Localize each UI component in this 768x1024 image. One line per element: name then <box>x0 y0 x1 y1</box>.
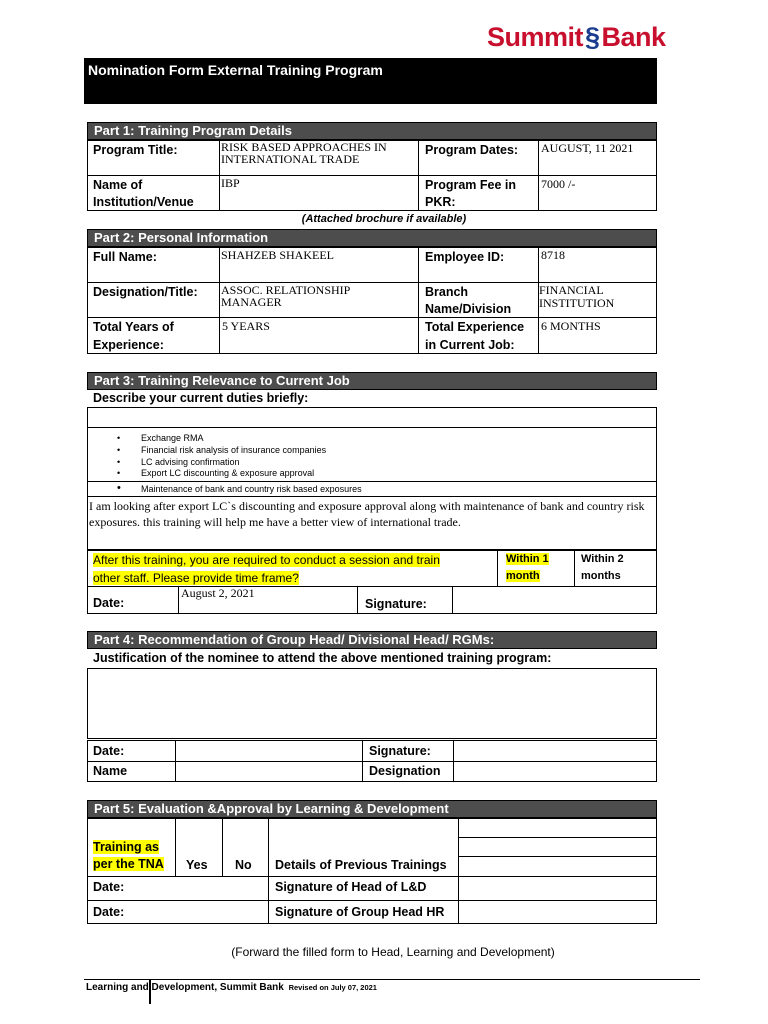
program-fee-label-line1: Program Fee in <box>425 178 516 192</box>
part5-heading-bar <box>87 800 657 818</box>
justification-field[interactable] <box>87 668 657 739</box>
footer-text <box>86 982 377 993</box>
part5-date-field-2[interactable] <box>176 901 267 923</box>
duty-item: • <box>117 445 121 455</box>
part5-date-label-1: Date: <box>93 880 125 894</box>
part5-date-label-2: Date: <box>93 905 125 919</box>
part4-signature-field[interactable] <box>454 741 656 760</box>
current-job-experience-label-line2: in Current Job: <box>425 338 515 352</box>
tna-no-option[interactable]: No <box>235 858 252 872</box>
full-name-field[interactable]: SHAHZEB SHAKEEL <box>221 248 334 262</box>
duty-item-text: Export LC discounting & exposure approval <box>141 468 315 478</box>
designation-field[interactable]: ASSOC. RELATIONSHIP MANAGER <box>221 283 350 309</box>
footer-department: Learning and Development, Summit Bank <box>86 982 284 993</box>
logo-text-bank: Bank <box>601 22 666 52</box>
part4-designation-field[interactable] <box>454 762 656 781</box>
current-job-experience-label-line1: Total Experience <box>425 320 525 334</box>
years-experience-label-line1: Total Years of <box>93 320 174 334</box>
tna-yes-option[interactable]: Yes <box>186 858 208 872</box>
part4-heading: Part 4: Recommendation of Group Head/ Divisional Head/ RGMs: <box>94 632 495 647</box>
years-experience-field[interactable]: 5 YEARS <box>222 319 270 333</box>
session-prompt-line2: other staff. Please provide time frame? <box>93 571 299 585</box>
program-title-label: Program Title: <box>93 143 178 157</box>
duty-item-text: LC advising confirmation <box>141 457 240 467</box>
part4-heading-bar <box>87 631 657 649</box>
program-fee-field[interactable]: 7000 /- <box>541 177 576 191</box>
within-2-months-option-line1[interactable]: Within 2 <box>581 553 624 565</box>
employee-id-field[interactable]: 8718 <box>541 248 565 262</box>
duty-item-text: Maintenance of bank and country risk based exposures <box>141 484 362 494</box>
part2-heading: Part 2: Personal Information <box>94 230 269 245</box>
branch-label-line1: Branch <box>425 285 469 299</box>
duty-item-text: Exchange RMA <box>141 433 204 443</box>
duty-item: • <box>117 433 121 443</box>
designation-label: Designation/Title: <box>93 285 198 299</box>
part4-name-label: Name <box>93 764 128 778</box>
part3-heading-bar <box>87 372 657 390</box>
part4-name-field[interactable] <box>176 762 361 781</box>
session-prompt-line1: After this training, you are required to conduct a session and train <box>93 553 440 567</box>
part4-designation-label: Designation <box>369 764 441 778</box>
branch-label-line2: Name/Division <box>425 302 512 316</box>
signature-head-ld-field[interactable] <box>459 877 656 899</box>
footer-revised: Revised on July 07, 2021 <box>288 983 377 992</box>
part2-heading-bar <box>87 229 657 247</box>
previous-trainings-label: Details of Previous Trainings <box>275 858 447 872</box>
part4-date-field[interactable] <box>176 741 361 760</box>
signature-group-head-hr-label: Signature of Group Head HR <box>275 905 445 919</box>
tna-label-line2: per the TNA <box>93 857 164 871</box>
duty-item: • <box>117 457 121 467</box>
signature-head-ld-label: Signature of Head of L&D <box>275 880 427 894</box>
part1-heading-bar <box>87 122 657 140</box>
institution-label-line1: Name of <box>93 178 143 192</box>
signature-group-head-hr-field[interactable] <box>459 901 656 923</box>
part4-date-label: Date: <box>93 744 125 758</box>
previous-trainings-field[interactable] <box>459 819 656 875</box>
part3-signature-field[interactable] <box>453 587 656 613</box>
summit-bank-logo <box>487 22 666 53</box>
branch-field-line2[interactable]: INSTITUTION <box>539 296 615 310</box>
form-title: Nomination Form External Training Program <box>88 62 383 78</box>
duty-item-text: Financial risk analysis of insurance companies <box>141 445 327 455</box>
part5-heading: Part 5: Evaluation &Approval by Learning & Development <box>94 801 449 816</box>
institution-field[interactable]: IBP <box>221 176 240 190</box>
brochure-note: (Attached brochure if available) <box>301 213 467 225</box>
branch-field-line1[interactable]: FINANCIAL <box>539 283 604 297</box>
within-1-month-option-line1[interactable]: Within 1 <box>506 553 549 565</box>
years-experience-label-line2: Experience: <box>93 338 164 352</box>
current-job-experience-field[interactable]: 6 MONTHS <box>541 319 601 333</box>
program-title-field[interactable]: RISK BASED APPROACHES IN INTERNATIONAL TRADE <box>221 140 387 166</box>
part5-date-field-1[interactable] <box>176 877 267 899</box>
form-title-bar <box>84 58 657 104</box>
program-dates-field[interactable]: AUGUST, 11 2021 <box>541 141 634 155</box>
logo-s-mark-icon: § <box>585 22 600 52</box>
part3-date-label: Date: <box>93 596 125 610</box>
institution-label-line2: Institution/Venue <box>93 195 194 209</box>
tna-label-line1: Training as <box>93 840 159 854</box>
part3-date-field[interactable]: August 2, 2021 <box>181 586 255 600</box>
duty-item: • <box>117 468 121 478</box>
part1-heading: Part 1: Training Program Details <box>94 123 292 138</box>
footer-rule <box>84 979 700 980</box>
within-1-month-option-line2[interactable]: month <box>506 570 540 582</box>
program-fee-label-line2: PKR: <box>425 195 456 209</box>
duties-label: Describe your current duties briefly: <box>93 391 309 405</box>
part4-signature-label: Signature: <box>369 744 431 758</box>
within-2-months-option-line2[interactable]: months <box>581 570 621 582</box>
duties-paragraph[interactable]: I am looking after export LC`s discounting and exposure approval along with maintenance of bank and country risk exposures. this training will help me have a better view of international trade. <box>89 499 645 529</box>
forward-note: (Forward the filled form to Head, Learning and Development) <box>231 945 555 959</box>
justification-label: Justification of the nominee to attend the above mentioned training program: <box>93 651 552 665</box>
employee-id-label: Employee ID: <box>425 250 505 264</box>
part3-signature-label: Signature: <box>365 597 427 611</box>
part3-heading: Part 3: Training Relevance to Current Job <box>94 373 350 388</box>
full-name-label: Full Name: <box>93 250 157 264</box>
duty-item: • <box>117 482 121 494</box>
program-dates-label: Program Dates: <box>425 143 519 157</box>
logo-text-summit: Summit <box>487 22 584 52</box>
